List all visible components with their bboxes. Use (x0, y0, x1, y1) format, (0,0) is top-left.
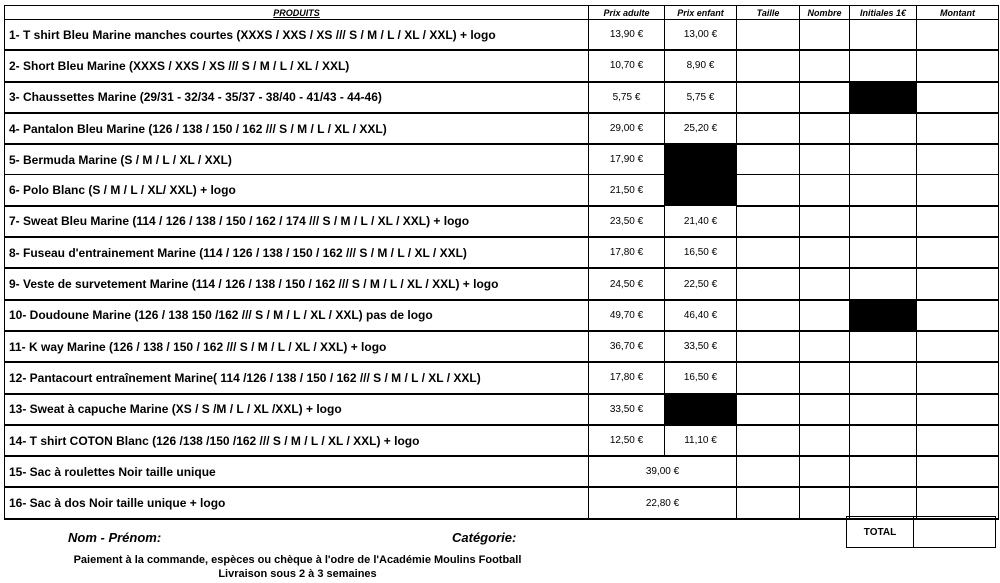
initials-cell[interactable] (850, 20, 917, 51)
initials-cell[interactable] (850, 175, 917, 206)
price-unique: 39,00 € (589, 456, 737, 487)
price-child: 46,40 € (665, 300, 737, 331)
price-adult: 21,50 € (589, 175, 665, 206)
size-cell[interactable] (737, 300, 800, 331)
price-adult: 17,80 € (589, 362, 665, 393)
price-adult: 49,70 € (589, 300, 665, 331)
initials-cell[interactable] (850, 362, 917, 393)
size-cell[interactable] (737, 50, 800, 81)
size-cell[interactable] (737, 20, 800, 51)
delivery-text: Livraison sous 2 à 3 semaines (218, 568, 377, 580)
quantity-cell[interactable] (800, 425, 850, 456)
table-row (5, 20, 999, 51)
size-cell[interactable] (737, 113, 800, 144)
size-cell[interactable] (737, 175, 800, 206)
table-row (5, 456, 999, 487)
amount-cell[interactable] (917, 20, 999, 51)
quantity-cell[interactable] (800, 331, 850, 362)
price-adult: 5,75 € (589, 82, 665, 113)
table-row (5, 394, 999, 425)
initials-unavailable-cell (850, 82, 917, 113)
product-name: 3- Chaussettes Marine (29/31 - 32/34 - 35/37 - 38/40 - 41/43 - 44-46) (5, 82, 589, 113)
table-row (5, 487, 999, 518)
table-row (5, 425, 999, 456)
initials-cell[interactable] (850, 206, 917, 237)
amount-cell[interactable] (917, 456, 999, 487)
product-name: 1- T shirt Bleu Marine manches courtes (XXXS / XXS / XS /// S / M / L / XL / XXL) + logo (5, 20, 589, 51)
price-child: 5,75 € (665, 82, 737, 113)
table-row (5, 82, 999, 113)
product-name: 4- Pantalon Bleu Marine (126 / 138 / 150 / 162 /// S / M / L / XL / XXL) (5, 113, 589, 144)
header-initiales: Initiales 1€ (850, 6, 917, 20)
price-child: 22,50 € (665, 268, 737, 299)
quantity-cell[interactable] (800, 456, 850, 487)
header-prix-enfant: Prix enfant (665, 6, 737, 20)
initials-cell[interactable] (850, 425, 917, 456)
quantity-cell[interactable] (800, 362, 850, 393)
table-row (5, 268, 999, 299)
product-name: 9- Veste de survetement Marine (114 / 126 / 138 / 150 / 162 /// S / M / L / XL / XXL) + logo (5, 268, 589, 299)
quantity-cell[interactable] (800, 113, 850, 144)
price-adult: 12,50 € (589, 425, 665, 456)
header-produits: PRODUITS (5, 6, 589, 20)
product-name: 12- Pantacourt entraînement Marine( 114 /126 / 138 / 150 / 162 /// S / M / L / XL / XXL) (5, 362, 589, 393)
header-taille: Taille (737, 6, 800, 20)
table-row (5, 362, 999, 393)
quantity-cell[interactable] (800, 20, 850, 51)
product-name: 5- Bermuda Marine (S / M / L / XL / XXL) (5, 144, 589, 175)
payment-text: Paiement à la commande, espèces ou chèque à l'odre de l'Académie Moulins Football (73, 554, 522, 566)
header-montant: Montant (917, 6, 999, 20)
product-name: 11- K way Marine (126 / 138 / 150 / 162 /// S / M / L / XL / XXL) + logo (5, 331, 589, 362)
price-child: 16,50 € (665, 237, 737, 268)
amount-cell[interactable] (917, 206, 999, 237)
size-cell[interactable] (737, 487, 800, 518)
child-price-unavailable-cell (665, 394, 737, 425)
amount-cell[interactable] (917, 144, 999, 175)
amount-cell[interactable] (917, 425, 999, 456)
price-adult: 36,70 € (589, 331, 665, 362)
price-child: 25,20 € (665, 113, 737, 144)
size-cell[interactable] (737, 237, 800, 268)
quantity-cell[interactable] (800, 50, 850, 81)
table-row (5, 237, 999, 268)
price-adult: 17,80 € (589, 237, 665, 268)
payment-notice (0, 553, 595, 581)
quantity-cell[interactable] (800, 82, 850, 113)
price-adult: 10,70 € (589, 50, 665, 81)
price-adult: 29,00 € (589, 113, 665, 144)
product-name: 6- Polo Blanc (S / M / L / XL/ XXL) + logo (5, 175, 589, 206)
table-row (5, 300, 999, 331)
size-cell[interactable] (737, 144, 800, 175)
price-adult: 33,50 € (589, 394, 665, 425)
amount-cell[interactable] (917, 300, 999, 331)
price-child: 11,10 € (665, 425, 737, 456)
product-name: 2- Short Bleu Marine (XXXS / XXS / XS /// S / M / L / XL / XXL) (5, 50, 589, 81)
initials-cell[interactable] (850, 268, 917, 299)
header-nombre: Nombre (800, 6, 850, 20)
initials-cell[interactable] (850, 331, 917, 362)
amount-cell[interactable] (917, 268, 999, 299)
header-prix-adulte: Prix adulte (589, 6, 665, 20)
initials-cell[interactable] (850, 113, 917, 144)
total-table (846, 516, 996, 548)
size-cell[interactable] (737, 206, 800, 237)
name-field-label: Nom - Prénom: (68, 530, 162, 545)
size-cell[interactable] (737, 268, 800, 299)
amount-cell[interactable] (917, 175, 999, 206)
amount-cell[interactable] (917, 50, 999, 81)
product-name: 10- Doudoune Marine (126 / 138 150 /162 /// S / M / L / XL / XXL) pas de logo (5, 300, 589, 331)
table-row (5, 331, 999, 362)
header-row (5, 6, 999, 20)
size-cell[interactable] (737, 425, 800, 456)
price-adult: 23,50 € (589, 206, 665, 237)
price-child: 21,40 € (665, 206, 737, 237)
amount-cell[interactable] (917, 331, 999, 362)
quantity-cell[interactable] (800, 206, 850, 237)
price-child: 8,90 € (665, 50, 737, 81)
table-row (5, 50, 999, 81)
initials-cell[interactable] (850, 394, 917, 425)
initials-cell[interactable] (850, 237, 917, 268)
product-name: 8- Fuseau d'entrainement Marine (114 / 126 / 138 / 150 / 162 /// S / M / L / XL / XXL) (5, 237, 589, 268)
table-row (5, 206, 999, 237)
quantity-cell[interactable] (800, 487, 850, 518)
size-cell[interactable] (737, 82, 800, 113)
price-adult: 13,90 € (589, 20, 665, 51)
product-name: 15- Sac à roulettes Noir taille unique (5, 456, 589, 487)
amount-cell[interactable] (917, 487, 999, 518)
initials-unavailable-cell (850, 300, 917, 331)
product-name: 13- Sweat à capuche Marine (XS / S /M / L / XL /XXL) + logo (5, 394, 589, 425)
initials-cell[interactable] (850, 144, 917, 175)
price-child: 33,50 € (665, 331, 737, 362)
price-child: 13,00 € (665, 20, 737, 51)
initials-cell[interactable] (850, 487, 917, 518)
table-row (5, 175, 999, 206)
price-adult: 24,50 € (589, 268, 665, 299)
table-row (5, 144, 999, 175)
quantity-cell[interactable] (800, 268, 850, 299)
table-row (5, 113, 999, 144)
quantity-cell[interactable] (800, 175, 850, 206)
initials-cell[interactable] (850, 456, 917, 487)
initials-cell[interactable] (850, 50, 917, 81)
quantity-cell[interactable] (800, 300, 850, 331)
price-adult: 17,90 € (589, 144, 665, 175)
amount-cell[interactable] (917, 82, 999, 113)
amount-cell[interactable] (917, 362, 999, 393)
child-price-unavailable-cell (665, 144, 737, 206)
size-cell[interactable] (737, 394, 800, 425)
product-name: 7- Sweat Bleu Marine (114 / 126 / 138 / 150 / 162 / 174 /// S / M / L / XL / XXL) + logo (5, 206, 589, 237)
order-form-table (4, 5, 999, 520)
total-amount-cell[interactable] (914, 517, 996, 548)
product-name: 14- T shirt COTON Blanc (126 /138 /150 /162 /// S / M / L / XL / XXL) + logo (5, 425, 589, 456)
amount-cell[interactable] (917, 237, 999, 268)
size-cell[interactable] (737, 331, 800, 362)
size-cell[interactable] (737, 362, 800, 393)
quantity-cell[interactable] (800, 144, 850, 175)
amount-cell[interactable] (917, 113, 999, 144)
total-label: TOTAL (847, 517, 914, 548)
price-child: 16,50 € (665, 362, 737, 393)
quantity-cell[interactable] (800, 237, 850, 268)
quantity-cell[interactable] (800, 394, 850, 425)
amount-cell[interactable] (917, 394, 999, 425)
category-field-label: Catégorie: (452, 530, 517, 545)
size-cell[interactable] (737, 456, 800, 487)
price-unique: 22,80 € (589, 487, 737, 518)
product-name: 16- Sac à dos Noir taille unique + logo (5, 487, 589, 518)
